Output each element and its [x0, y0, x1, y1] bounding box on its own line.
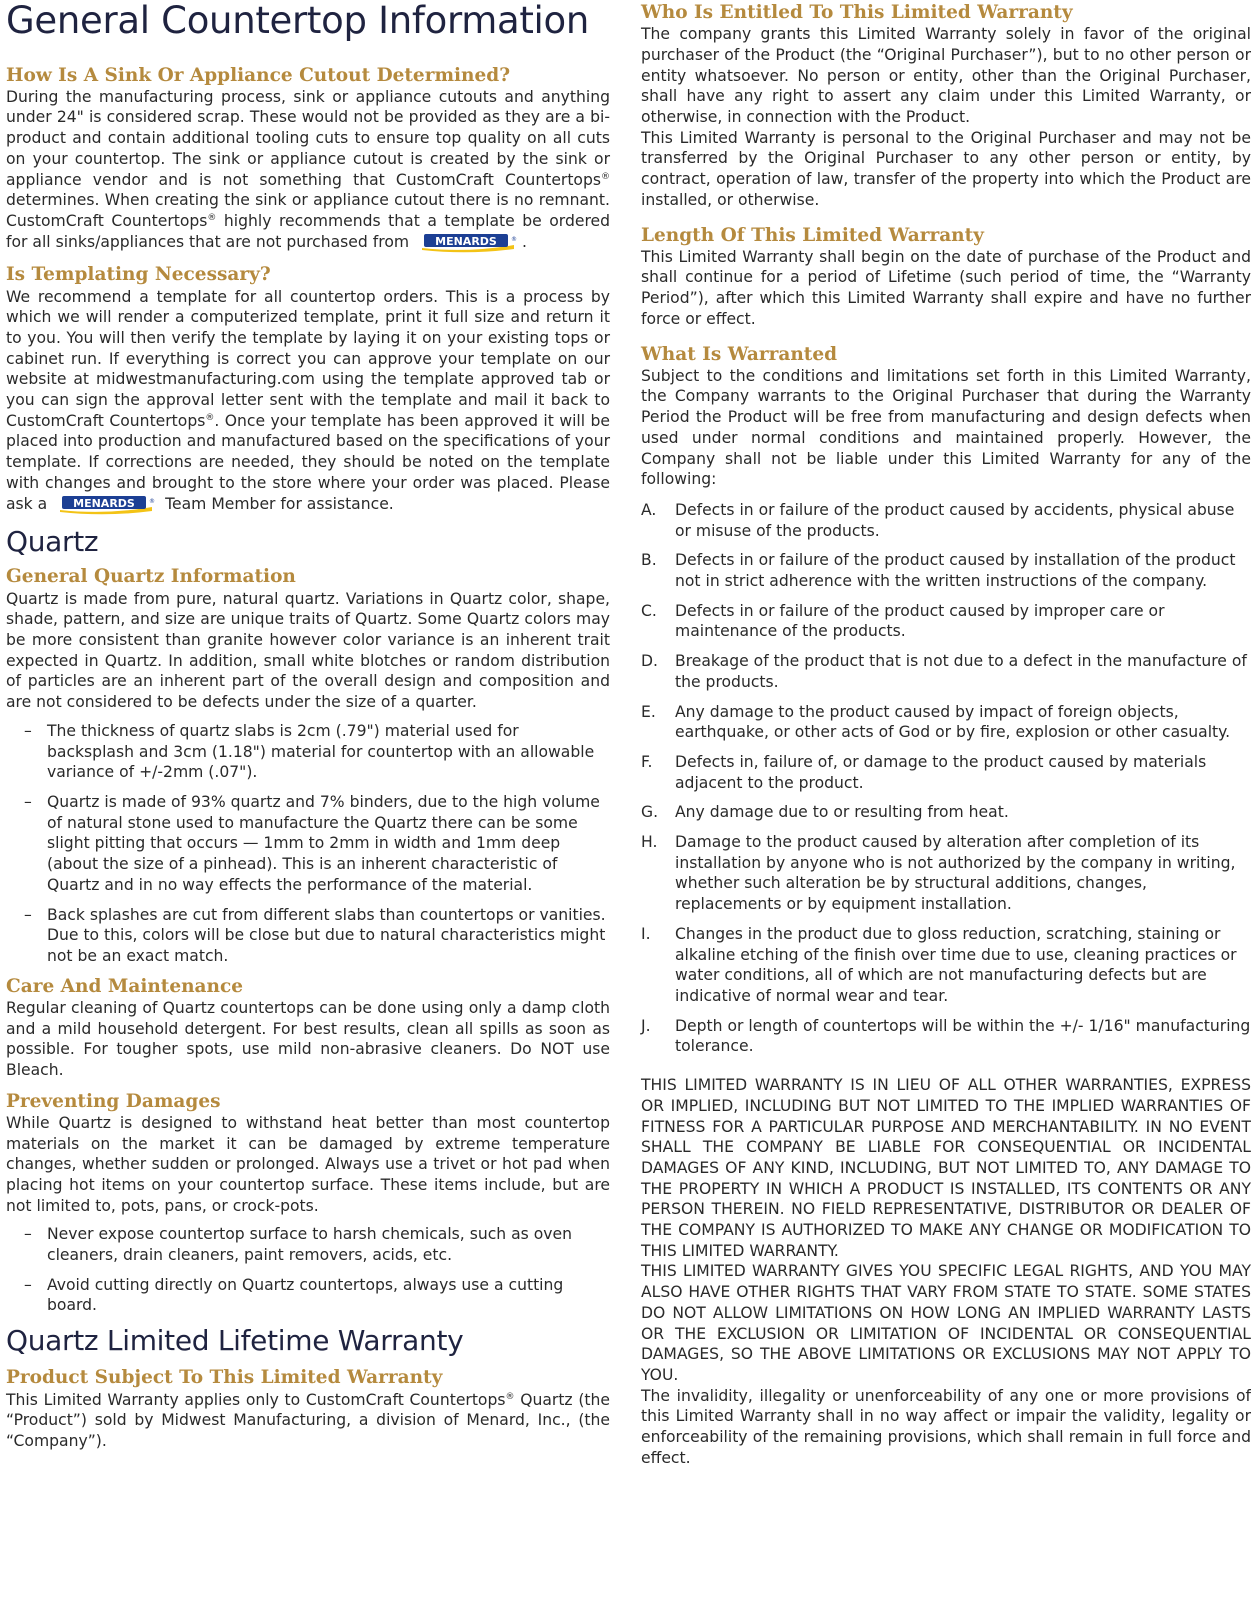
- quartz-title: Quartz: [6, 525, 99, 559]
- exclusions-list: [641, 500, 1251, 1057]
- who-heading: Who Is Entitled To This Limited Warranty: [641, 2, 1073, 23]
- svg-text:®: ®: [149, 497, 156, 505]
- list-item: J. Depth or length of countertops will be within the +/- 1/16" manufacturing tolerance.: [641, 1016, 1251, 1056]
- list-item: G. Any damage due to or resulting from heat.: [641, 803, 1009, 822]
- list-item: I. Changes in the product due to gloss reduction, scratching, staining or alkaline etching of the finish over time due to use, cleaning practices or water conditions, all of which are not manufacturing defects but are indicative of normal wear and tear.: [641, 924, 1237, 1005]
- svg-text:MENARDS: MENARDS: [73, 496, 136, 510]
- who-body-2: This Limited Warranty is personal to the Original Purchaser and may not be transferred by the Original Purchaser to any other person or entity, by contract, operation of law, transfer of the property into which the Product are installed, or otherwise.: [641, 128, 1251, 209]
- disclaimer-paragraph-2: THIS LIMITED WARRANTY GIVES YOU SPECIFIC LEGAL RIGHTS, AND YOU MAY ALSO HAVE OTHER RIGHTS THAT VARY FROM STATE TO STATE. SOME STATES DO NOT ALLOW LIMITATIONS ON HOW LONG AN IMPLIED WARRANTY LASTS OR THE EXCLUSION OR LIMITATION OF INCIDENTAL OR CONSEQUENTIAL DAMAGES, SO THE ABOVE LIMITATIONS OR EXCLUSIONS MAY NOT APPLY TO YOU.: [641, 1262, 1251, 1384]
- list-item: F. Defects in, failure of, or damage to the product caused by materials adjacent to the product.: [641, 752, 1207, 792]
- list-item: A. Defects in or failure of the product caused by accidents, physical abuse or misuse of the products.: [641, 500, 1235, 540]
- product-body: This Limited Warranty applies only to CustomCraft Countertops® Quartz (the “Product”) sold by Midwest Manufacturing, a division of Menard, Inc., (the “Company”).: [6, 1390, 610, 1450]
- list-item: H. Damage to the product caused by alteration after completion of its installation by anyone who is not authorized by the company in writing, whether such alteration be by structural additions, changes, replacements or by equipment installation.: [641, 833, 1236, 914]
- care-body: Regular cleaning of Quartz countertops can be done using only a damp cloth and a mild household detergent. For best results, clean all spills as soon as possible. For tougher spots, use mild non-abrasive cleaners. Do NOT use Bleach.: [6, 998, 610, 1079]
- care-heading: Care And Maintenance: [6, 975, 244, 997]
- svg-text:®: ®: [511, 235, 518, 243]
- list-item: – Avoid cutting directly on Quartz countertops, always use a cutting board.: [6, 1275, 610, 1316]
- product-heading: Product Subject To This Limited Warranty: [6, 1367, 443, 1389]
- preventing-body: While Quartz is designed to withstand heat better than most countertop materials on the market it can be damaged by extreme temperature changes, whether sudden or prolonged. Always use a trivet or hot pad when placing hot items on your countertop surface. These items include, but are not limited to, pots, pans, or crock-pots.: [6, 1113, 610, 1215]
- list-item: B. Defects in or failure of the product caused by installation of the product not in strict adherence with the written instructions of the company.: [641, 551, 1236, 591]
- disclaimer-paragraph-1: THIS LIMITED WARRANTY IS IN LIEU OF ALL OTHER WARRANTIES, EXPRESS OR IMPLIED, INCLUDING BUT NOT LIMITED TO THE IMPLIED WARRANTIES OF FITNESS FOR A PARTICULAR PURPOSE AND MERCHANTABILITY. IN NO EVENT SHALL THE COMPANY BE LIABLE FOR CONSEQUENTIAL OR INCIDENTAL DAMAGES OF ANY KIND, INCLUDING, BUT NOT LIMITED TO, ANY DAMAGE TO THE PROPERTY IN WHICH A PRODUCT IS INSTALLED, ITS CONTENTS OR ANY PERSON THEREIN. NO FIELD REPRESENTATIVE, DISTRIBUTOR OR DEALER OF THE COMPANY IS AUTHORIZED TO MAKE ANY CHANGE OR MODIFICATION TO THIS LIMITED WARRANTY.: [641, 1076, 1251, 1260]
- sink-cutout-heading: How Is A Sink Or Appliance Cutout Determined?: [6, 64, 511, 86]
- list-item: E. Any damage to the product caused by impact of foreign objects, earthquake, or other acts of God or by fire, explosion or other casualty.: [641, 702, 1231, 742]
- left-column: [6, 0, 610, 1452]
- preventing-list: [6, 1224, 610, 1316]
- list-item: – Back splashes are cut from different slabs than countertops or vanities. Due to this, colors will be close but due to natural characteristics might not be an exact match.: [6, 905, 610, 967]
- who-body-1: The company grants this Limited Warranty solely in favor of the original purchaser of the Product (the “Original Purchaser”), but to no other person or entity whatsoever. No person or entity, other than the Original Purchaser, shall have any right to assert any claim under this Limited Warranty, or otherwise, in connection with the Product.: [641, 25, 1251, 126]
- sink-cutout-body: During the manufacturing process, sink or appliance cutouts and anything under 24" is considered scrap. These would not be provided as they are a bi-product and contain additional tooling cuts to ensure top quality on all cuts on your countertop. The sink or appliance cutout is created by the sink or appliance vendor and is not something that CustomCraft Countertops® determines. When creating the sink or appliance cutout there is no remnant. CustomCraft Countertops® highly recommends that a template be ordered for all sinks/appliances that are not purchased from MENARDS ® .: [6, 87, 610, 251]
- warranty-title: Quartz Limited Lifetime Warranty: [6, 1324, 464, 1358]
- preventing-heading: Preventing Damages: [6, 1090, 221, 1112]
- length-body: This Limited Warranty shall begin on the date of purchase of the Product and shall continue for a period of Lifetime (such period of time, the “Warranty Period”), after which this Limited Warranty shall expire and have no further force or effect.: [641, 247, 1251, 328]
- general-quartz-heading: General Quartz Information: [6, 566, 296, 588]
- list-item: – Never expose countertop surface to harsh chemicals, such as oven cleaners, drain cleaners, paint removers, acids, etc.: [6, 1224, 610, 1265]
- length-heading: Length Of This Limited Warranty: [641, 224, 984, 246]
- severability-paragraph: The invalidity, illegality or unenforceability of any one or more provisions of this Limited Warranty shall in no way affect or impair the validity, legality or enforceability of the remaining provisions, which shall remain in full force and effect.: [641, 1386, 1251, 1467]
- list-item: – The thickness of quartz slabs is 2cm (.79") material used for backsplash and 3cm (1.18") material for countertop with an allowable variance of +/-2mm (.07").: [6, 721, 610, 783]
- templating-body: We recommend a template for all countertop orders. This is a process by which we will render a computerized template, print it full size and return it to you. You will then verify the template by laying it on your existing tops or cabinet run. If everything is correct you can approve your template on our website at midwestmanufacturing.com using the template approved tab or you can sign the approval letter sent with the template and mail it back to CustomCraft Countertops®. Once your template has been approved it will be placed into production and manufactured based on the specifications of your template. If corrections are needed, they should be noted on the template with changes and brought to the store where your order was placed. Please ask a MENARDS ® Team Member for assistance.: [6, 287, 611, 513]
- right-column: [641, 0, 1251, 1468]
- menards-logo: [52, 495, 160, 512]
- list-item: – Quartz is made of 93% quartz and 7% binders, due to the high volume of natural stone used to manufacture the Quartz there can be some slight pitting that occurs — 1mm to 2mm in width and 1mm deep (about the size of a pinhead). This is an inherent characteristic of Quartz and in no way effects the performance of the material.: [6, 792, 610, 896]
- svg-text:MENARDS: MENARDS: [435, 234, 497, 248]
- menards-logo: [414, 233, 522, 250]
- templating-heading: Is Templating Necessary?: [6, 264, 271, 286]
- general-quartz-body: Quartz is made from pure, natural quartz. Variations in Quartz color, shape, shade, pattern, and size are unique traits of Quartz. Some Quartz colors may be more consistent than granite however color variance is an inherent trait expected in Quartz. In addition, small white blotches or random distribution of particles are an inherent part of the overall design and composition and are not considered to be defects under the size of a quarter.: [6, 589, 610, 712]
- what-body: Subject to the conditions and limitations set forth in this Limited Warranty, the Company warrants to the Original Purchaser that during the Warranty Period the Product will be free from manufacturing and design defects when used under normal conditions and maintained properly. However, the Company shall not be liable under this Limited Warranty for any of the following:: [641, 366, 1251, 489]
- list-item: C. Defects in or failure of the product caused by improper care or maintenance of the products.: [641, 601, 1165, 641]
- what-heading: What Is Warranted: [641, 343, 838, 365]
- list-item: D. Breakage of the product that is not due to a defect in the manufacture of the products.: [641, 652, 1247, 691]
- quartz-facts-list: [6, 721, 610, 967]
- page-title: General Countertop Information: [6, 0, 590, 42]
